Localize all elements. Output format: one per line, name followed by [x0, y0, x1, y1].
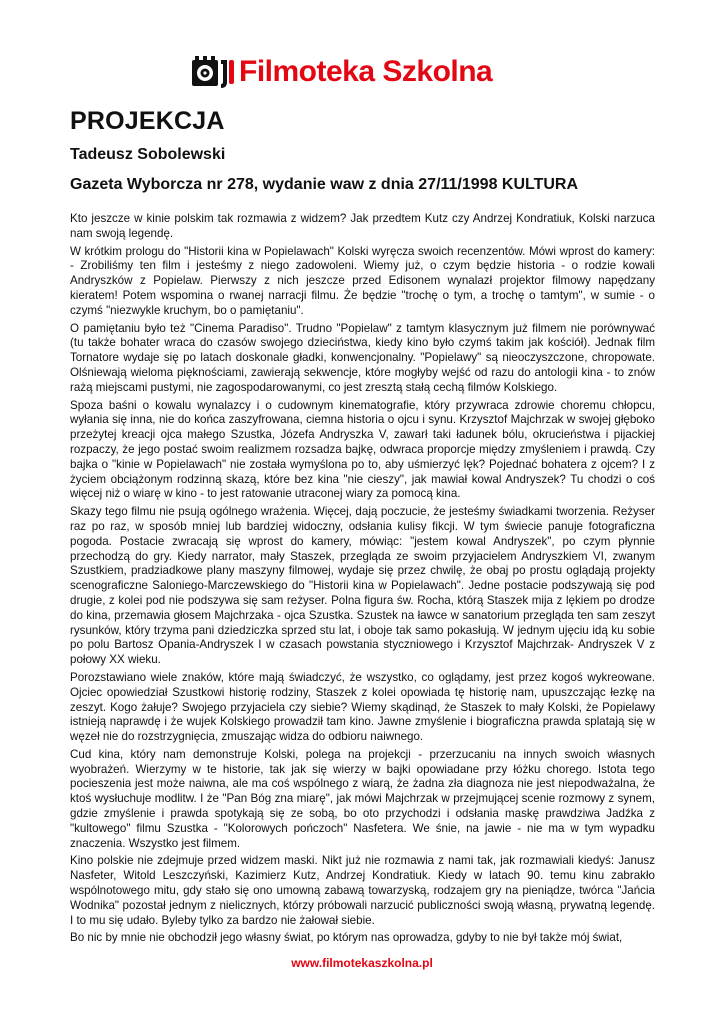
paragraph: Porozstawiano wiele znaków, które mają świadczyć, że wszystko, co oglądamy, jest przez kogoś wykreowane. Ojciec opowiedział Szustkowi historię rodziny, Staszek z kolei opowiada tę historię nam, upuszczając łezkę na zeszyt. Kogo żałuje? Swojego przyjaciela czy siebie? Wiemy skądinąd, że Staszek to mały Kolski, że Popielawy istnieją naprawdę i że wujek Kolskiego prowadził tam kino. Jawne zmyślenie i biograficzna prawda splatają się w węzeł nie do rozstrzygnięcia, zmuszając widza do odbioru naiwnego. — [70, 670, 655, 744]
paragraph: Kino polskie nie zdejmuje przed widzem maski. Nikt już nie rozmawia z nami tak, jak rozmawiali kiedyś: Janusz Nasfeter, Witold Leszczyński, Kazimierz Kutz, Andrzej Kondratiuk. Kiedy w latach 90. temu kinu zabrakło wspólnotowego mitu, gdy stało się ono umowną zabawą towarzyską, rodzajem gry na pieniądze, twórca "Jańcia Wodnika" pozostał jednym z nielicznych, którzy próbowali narzucić publiczności swoją własną, prywatną legendę. I to mu się udało. Byleby tylko za bardzo nie żałował siebie. — [70, 854, 655, 927]
paragraph: W krótkim prologu do "Historii kina w Popielawach" Kolski wyręcza swoich recenzentów. Mówi wprost do kamery: - Zrobiliśmy ten film i jesteśmy z niego zadowoleni. Wiemy już, o czym będzie historia - o rodzie kowali Andryszków z Popielaw. Pierwszy z nich jeszcze przed Edisonem wynalazł projektor filmowy napędzany kieratem! Potem wspomina o rwanej narracji filmu. Że będzie "trochę o tym, a trochę o tamtym", w sumie - o czymś "niezwykle kruchym, bo o pamiętaniu". — [70, 244, 655, 317]
author-name: Tadeusz Sobolewski — [70, 146, 226, 163]
article-body — [70, 212, 655, 949]
paragraph: Cud kina, który nam demonstruje Kolski, polega na projekcji - przerzucaniu na innych swoich własnych wyobrażeń. Wierzymy w te historie, tak jak się wierzy w bajki opowiadane przy łóżku chorego. Istota tego pocieszenia jest może naiwna, ale ma coś wspólnego z wiarą, że żadna zła diagnoza nie jest niepodważalna, że ktoś wysłuchuje modlitw. I że "Pan Bóg zna miarę", jak mówi Majchrzak w przejmującej scenie rozmowy z synem, gdzie zmyślenie i prawda spotykają się ze sobą, bo oto przychodzi i odsłania maskę prawdziwa Jadźka z "kultowego" filmu Szustka - "Kolorowych pończoch" Nasfetera. We śnie, na jawie - nie ma w tym wypadku znaczenia. Wszystko jest filmem. — [70, 747, 655, 850]
film-projector-icon — [191, 54, 235, 90]
paragraph: Skazy tego filmu nie psują ogólnego wrażenia. Więcej, dają poczucie, że jesteśmy świadkami tworzenia. Reżyser raz po raz, w sposób mniej lub bardziej widoczny, odsłania kulisy fikcji. W tym świecie panuje fotograficzna pogoda. Postacie zwracają się wprost do kamery, mówiąc: "jestem kowal Andryszek", po czym płynnie przechodzą do gry. Kiedy narrator, mały Staszek, przegląda ze swoim przyjacielem Andryszkiem VI, zwanym Szustkiem, pradziadkowe plany maszyny filmowej, wydaje się przez chwilę, że obaj po prostu oglądają projekty scenograficzne Saloniego-Marczewskiego do "Historii kina w Popielawach". Jedne postacie podszywają się pod drugie, z kolei pod nie podszywa się sam reżyser. Polna figura św. Rocha, którą Staszek mija z lękiem po drodze do kina, przemawia głosem Majchrzaka - ojca Szustka. Szustek na ławce w sanatorium przegląda ten sam zeszyt rysunków, który trzyma pani dziedziczka sprzed stu lat, i oboje tak samo pokasłują. W jednym ujęciu idą ku sobie po polu Bartosz Opania-Andryszek I w czasach powstania styczniowego i Krzysztof Majchrzak- Andryszek V z połowy XX wieku. — [70, 505, 655, 667]
document-title: PROJEKCJA — [70, 107, 225, 135]
logo-text: Filmoteka Szkolna — [239, 55, 493, 88]
paragraph: Kto jeszcze w kinie polskim tak rozmawia z widzem? Jak przedtem Kutz czy Andrzej Kondratiuk, Kolski narzuca nam swoją legendę. — [70, 212, 655, 240]
publication-source: Gazeta Wyborcza nr 278, wydanie waw z dnia 27/11/1998 KULTURA — [70, 176, 579, 193]
paragraph: Spoza baśni o kowalu wynalazcy i o cudownym kinematografie, który przywraca zdrowie choremu chłopcu, wyłania się inna, nie do końca zaszyfrowana, ciemna historia o ojcu i synu. Krzysztof Majchrzak w swojej głęboko przeżytej kreacji ojca małego Szustka, Józefa Andryszka V, zawarł taki ładunek bólu, okrucieństwa i pijackiej rozpaczy, że jego postać swoim realizmem rozsadza bajkę, odwraca proporcje między zmyśleniem i prawdą. Czy bajka o "kinie w Popielawach" nie została wymyślona po to, aby uśmierzyć lęk? Pojednać bohatera z ojcem? I z życiem obciążonym rodzinną skazą, które bez kina "nie cieszy", jak mawiał kowal Andryszek? Tu chodzi o coś więcej niż o wiarę w kino - to jest ratowanie utraconej wiary za pomocą kina. — [70, 398, 655, 501]
footer-url-link[interactable]: www.filmotekaszkolna.pl — [291, 956, 433, 970]
paragraph: O pamiętaniu było też "Cinema Paradiso". Trudno "Popielaw" z tamtym klasycznym już filmem nie porównywać (tu także bohater wraca do czasów swojego dzieciństwa, kiedy kino było czymś takim jak kościół). Jednak film Tornatore wydaje się po latach doskonale gładki, konwencjonalny. "Popielawy" są nieoczyszczone, chropowate. Olśniewają wieloma pięknościami, zawierają sekwencje, które mogłyby wejść od razu do antologii kina - to znów rażą miejscami pustymi, nie zagospodarowanymi, co jest zresztą stałą cechą filmów Kolskiego. — [70, 321, 655, 394]
paragraph: Bo nic by mnie nie obchodził jego własny świat, po którym nas oprowadza, gdyby to nie był także mój świat, — [70, 931, 623, 945]
brand-logo[interactable] — [191, 52, 492, 92]
